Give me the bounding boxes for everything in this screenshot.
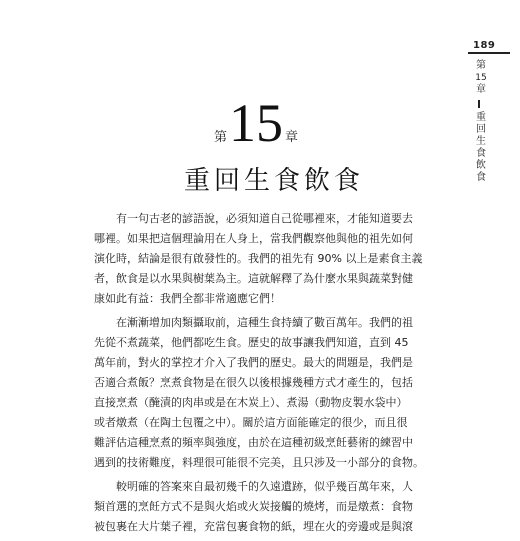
text-line: 否適合煮飯？烹煮食物是在很久以後根據幾種方式才產生的，包括 xyxy=(94,376,413,389)
text-line: 先從不煮蔬菜，他們都吃生食。歷史的故事讓我們知道，直到 45 xyxy=(94,336,409,349)
running-head-title xyxy=(474,112,488,184)
text-line: 難評估這種烹煮的頻率與強度，由於在這種初級烹飪藝術的練習中 xyxy=(94,436,413,449)
paragraph xyxy=(94,209,432,309)
chapter-title: 重回生食飲食 xyxy=(184,166,365,196)
text-line: 有一句古老的諺語說，必須知道自己從哪裡來，才能知道要去 xyxy=(116,212,413,225)
running-head-divider xyxy=(478,100,480,108)
running-head-char: 回 xyxy=(476,124,486,135)
text-line: 萬年前，對火的掌控才介入了我們的歷史。最大的問題是，我們是 xyxy=(94,356,413,369)
text-line: 較明確的答案來自最初幾千的久遠遺跡，似乎幾百萬年來，人 xyxy=(116,480,413,493)
chapter-prefix: 第 xyxy=(214,130,228,145)
running-head-char: 飲 xyxy=(476,160,486,171)
text-line: 在漸漸增加肉類攝取前，這種生食持續了數百萬年。我們的祖 xyxy=(116,316,413,329)
text-line: 康如此有益：我們全都非常適應它們！ xyxy=(94,292,281,305)
chapter-suffix: 章 xyxy=(285,130,299,145)
running-head-char: 15 xyxy=(475,73,487,83)
running-head-char: 生 xyxy=(476,136,486,147)
page-number: 189 xyxy=(473,40,496,51)
text-line: 被包裹在大片葉子裡，充當包裹食物的紙，埋在火的旁邊或是與滾 xyxy=(94,520,413,533)
text-line: 或者燉煮（在陶土包覆之中）。關於這方面能確定的很少，而且很 xyxy=(94,416,408,429)
running-head-char: 章 xyxy=(476,84,486,95)
text-line: 類首選的烹飪方式不是與火焰或火炭接觸的燒烤，而是燉煮：食物 xyxy=(94,500,413,513)
running-head-char: 第 xyxy=(476,60,486,71)
paragraph xyxy=(94,313,432,473)
paragraph xyxy=(94,477,432,537)
chapter-number: 15 xyxy=(229,93,284,153)
text-line: 者，飲食是以水果與樹葉為主。這就解釋了為什麼水果與蔬菜對健 xyxy=(94,272,413,285)
running-head-char: 食 xyxy=(476,148,486,159)
running-head-char: 食 xyxy=(476,172,486,183)
body-text xyxy=(94,209,432,541)
text-line: 直接烹煮（醃漬的肉串或是在木炭上）、煮湯（動物皮製水袋中） xyxy=(94,396,408,409)
text-line: 演化時，結論是很有啟發性的。我們的祖先有 90% 以上是素食主義 xyxy=(94,252,423,265)
running-head-char: 重 xyxy=(476,112,486,123)
text-line: 遇到的技術難度，料理很可能很不完美，且只涉及一小部分的食物。 xyxy=(94,456,424,469)
header-rule xyxy=(468,52,510,54)
running-head-chapter xyxy=(474,60,488,96)
text-line: 哪裡。如果把這個理論用在人身上，當我們觀察他與他的祖先如何 xyxy=(94,232,413,245)
chapter-label xyxy=(214,93,374,153)
